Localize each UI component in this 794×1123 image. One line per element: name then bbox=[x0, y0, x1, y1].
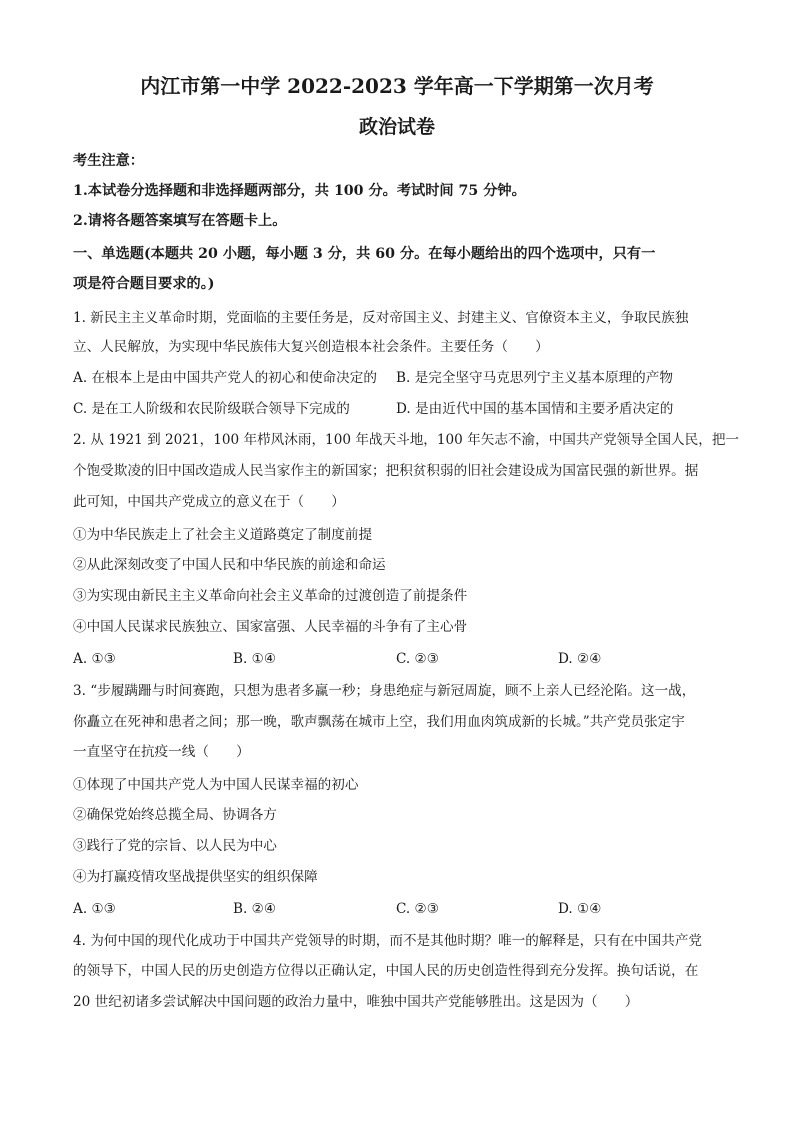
statement: ④中国人民谋求民族独立、国家富强、人民幸福的斗争有了主心骨 bbox=[73, 619, 468, 635]
exam-title: 内江市第一中学 2022-2023 学年高一下学期第一次月考 bbox=[140, 74, 654, 98]
question-stem: 1. 新民主主义革命时期，党面临的主要任务是，反对帝国主义、封建主义、官僚资本主义，争取民族独 bbox=[73, 310, 689, 326]
statement: ①为中华民族走上了社会主义道路奠定了制度前提 bbox=[73, 527, 373, 543]
question-stem: 你矗立在死神和患者之间；那一晚，歌声飘荡在城市上空，我们用血肉筑成新的长城。”共产党员张定宇 bbox=[73, 714, 685, 730]
statement: ①体现了中国共产党人为中国人民谋幸福的初心 bbox=[73, 777, 359, 793]
question-stem: 一直坚守在抗疫一线（ ） bbox=[73, 744, 250, 760]
option-d: D. 是由近代中国的基本国情和主要矛盾决定的 bbox=[396, 401, 674, 417]
option-b: B. ①④ bbox=[233, 651, 277, 667]
question-stem: 此可知，中国共产党成立的意义在于（ ） bbox=[73, 494, 345, 510]
option-b: B. 是完全坚守马克思列宁主义基本原理的产物 bbox=[396, 370, 673, 386]
notice-heading: 考生注意： bbox=[73, 153, 144, 169]
statement: ②从此深刻改变了中国人民和中华民族的前途和命运 bbox=[73, 557, 386, 573]
exam-subtitle: 政治试卷 bbox=[358, 116, 435, 138]
question-stem: 4. 为何中国的现代化成功于中国共产党领导的时期，而不是其他时期？唯一的解释是，只有在中国共产党 bbox=[73, 933, 703, 949]
notice-item: 1.本试卷分选择题和非选择题两部分，共 100 分。考试时间 75 分钟。 bbox=[73, 183, 526, 199]
question-stem: 的领导下，中国人民的历史创造方位得以正确认定，中国人民的历史创造性得到充分发挥。换句话说，在 bbox=[73, 963, 699, 979]
option-d: D. ①④ bbox=[558, 901, 602, 917]
option-a: A. ①③ bbox=[73, 901, 116, 917]
question-stem: 20 世纪初诸多尝试解决中国问题的政治力量中，唯独中国共产党能够胜出。这是因为（ ） bbox=[73, 994, 639, 1010]
option-a: A. 在根本上是由中国共产党人的初心和使命决定的 bbox=[73, 370, 377, 386]
statement: ②确保党始终总揽全局、协调各方 bbox=[73, 807, 277, 823]
statement: ③践行了党的宗旨、以人民为中心 bbox=[73, 838, 277, 854]
question-stem: 立、人民解放，为实现中华民族伟大复兴创造根本社会条件。主要任务（ ） bbox=[73, 339, 549, 355]
notice-item: 2.请将各题答案填写在答题卡上。 bbox=[73, 213, 287, 229]
question-stem: 2. 从 1921 到 2021，100 年栉风沐雨，100 年战天斗地，100 年矢志不渝，中国共产党领导全国人民，把一 bbox=[73, 432, 740, 448]
statement: ③为实现由新民主主义革命向社会主义革命的过渡创造了前提条件 bbox=[73, 588, 468, 604]
question-stem: 个饱受欺凌的旧中国改造成人民当家作主的新国家；把积贫积弱的旧社会建设成为国富民强的新世界。据 bbox=[73, 463, 699, 479]
option-c: C. ②③ bbox=[396, 901, 439, 917]
option-a: A. ①③ bbox=[73, 651, 116, 667]
option-c: C. 是在工人阶级和农民阶级联合领导下完成的 bbox=[73, 401, 350, 417]
option-c: C. ②③ bbox=[396, 651, 439, 667]
statement: ④为打赢疫情攻坚战提供坚实的组织保障 bbox=[73, 869, 318, 885]
section-heading: 一、单选题(本题共 20 小题，每小题 3 分，共 60 分。在每小题给出的四个选项中，只有一 bbox=[73, 246, 656, 262]
question-stem: 3. “步履蹒跚与时间赛跑，只想为患者多赢一秒；身患绝症与新冠周旋，顾不上亲人已经沦陷。这一战， bbox=[73, 683, 696, 699]
section-heading: 项是符合题目要求的。) bbox=[73, 276, 215, 292]
option-b: B. ②④ bbox=[233, 901, 277, 917]
option-d: D. ②④ bbox=[558, 651, 602, 667]
